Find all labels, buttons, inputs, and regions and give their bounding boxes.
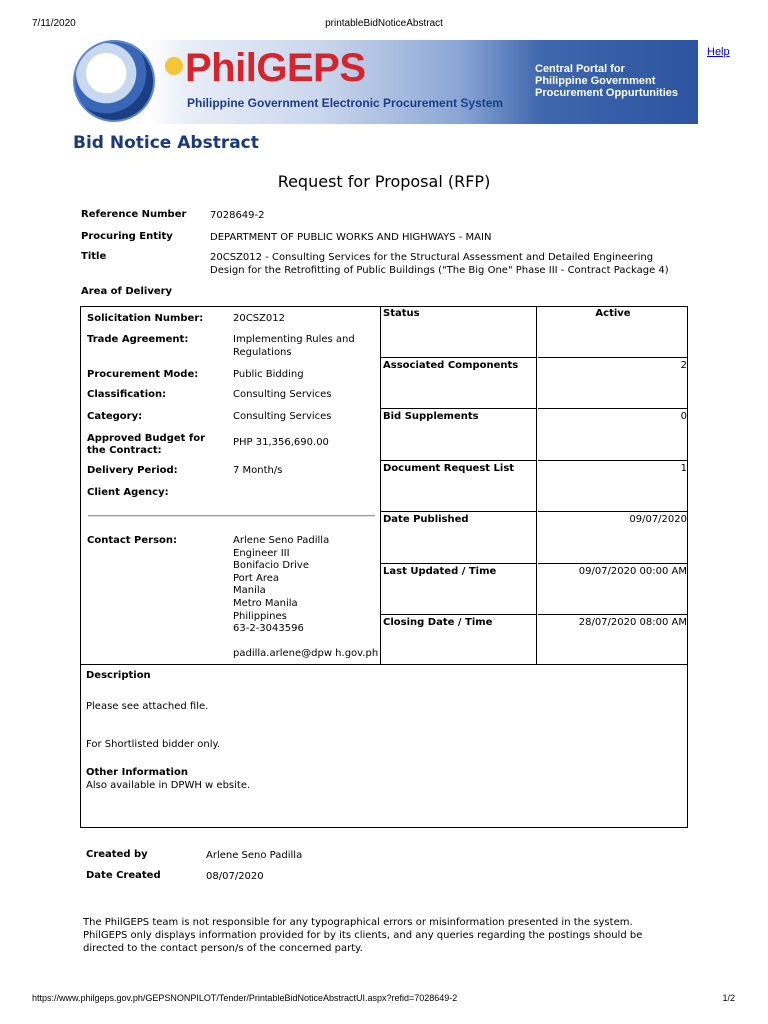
portal-line-2: Philippine Government — [535, 75, 656, 87]
date-created-label: Date Created — [86, 870, 161, 881]
classification-label: Classification: — [87, 389, 167, 400]
area-of-delivery-label: Area of Delivery — [81, 286, 173, 297]
globe-logo-icon — [75, 42, 153, 120]
category-value: Consulting Services — [233, 411, 332, 422]
print-date: 7/11/2020 — [32, 18, 76, 29]
print-page-number: 1/2 — [722, 993, 735, 1003]
reference-number-label: Reference Number — [81, 209, 187, 220]
status-label-cell — [381, 306, 537, 358]
closing-date-label: Closing Date / Time — [383, 617, 493, 628]
description-label: Description — [86, 670, 151, 681]
document-request-list-label: Document Request List — [383, 463, 515, 474]
title-value-line-2: Design for the Retrofitting of Public Buildings ("The Big One" Phase III - Contract Package 4) — [210, 265, 669, 276]
date-published-value: 09/07/2020 — [629, 514, 687, 525]
last-updated-value: 09/07/2020 00:00 AM — [578, 566, 687, 577]
delivery-period-label: Delivery Period: — [87, 465, 178, 476]
classification-value: Consulting Services — [233, 389, 332, 400]
trade-agreement-label: Trade Agreement: — [87, 334, 189, 345]
contact-person-label: Contact Person: — [87, 535, 178, 546]
portal-line-3: Procurement Oppurtunities — [535, 87, 679, 99]
document-request-list-value: 1 — [680, 463, 687, 474]
closing-date-label-cell — [381, 615, 537, 665]
bid-supplements-label-cell — [381, 409, 537, 461]
document-request-list-label-cell — [381, 461, 537, 512]
date-published-label: Date Published — [383, 514, 469, 525]
created-by-value: Arlene Seno Padilla — [206, 850, 303, 861]
bid-supplements-value-cell — [538, 409, 688, 461]
date-published-value-cell — [538, 512, 688, 564]
last-updated-value-cell — [538, 564, 688, 615]
description-line-2: For Shortlisted bidder only. — [86, 739, 221, 750]
procurement-mode-label: Procurement Mode: — [87, 369, 199, 380]
philgeps-banner — [73, 40, 698, 124]
associated-components-value: 2 — [680, 360, 687, 371]
contact-name: Arlene Seno Padilla — [233, 535, 330, 546]
approved-budget-label-line-1: Approved Budget for — [87, 433, 206, 444]
solicitation-number-label: Solicitation Number: — [87, 313, 204, 324]
contact-position: Engineer III — [233, 547, 290, 559]
contact-region: Metro Manila — [233, 598, 298, 609]
document-request-list-value-cell — [538, 461, 688, 512]
help-link[interactable]: Help — [707, 46, 730, 58]
portal-line-1: Central Portal for — [535, 63, 625, 75]
associated-components-label-cell — [381, 358, 537, 409]
solicitation-number-value: 20CSZ012 — [233, 313, 285, 324]
print-url: https://www.philgeps.gov.ph/GEPSNONPILOT/Tender/PrintableBidNoticeAbstractUI.aspx?refid=7028649-2 — [32, 993, 458, 1003]
reference-number-value: 7028649-2 — [210, 210, 265, 221]
contact-country: Philippines — [233, 610, 287, 622]
closing-date-value-cell — [538, 615, 688, 665]
description-line-1: Please see attached file. — [86, 701, 209, 712]
status-value: Active — [595, 308, 631, 319]
last-updated-label-cell — [381, 564, 537, 615]
disclaimer-line-2: PhilGEPS only displays information provided for by its clients, and any queries regarding the postings should be — [83, 930, 643, 941]
category-label: Category: — [87, 411, 143, 422]
status-value-cell — [538, 306, 688, 358]
delivery-period-value: 7 Month/s — [233, 465, 283, 476]
trade-agreement-value-line-1: Implementing Rules and — [233, 334, 355, 345]
closing-date-value: 28/07/2020 08:00 AM — [578, 617, 687, 628]
created-by-label: Created by — [86, 849, 148, 860]
contact-email: padilla.arlene@dpw h.gov.ph — [233, 648, 379, 659]
contact-phone: 63-2-3043596 — [233, 623, 304, 635]
brand-name: PhilGEPS — [185, 46, 366, 90]
contact-area: Port Area — [233, 572, 280, 584]
status-label: Status — [383, 308, 420, 319]
trade-agreement-value-line-2: Regulations — [233, 347, 292, 358]
bid-supplements-value: 0 — [680, 411, 687, 422]
bid-supplements-label: Bid Supplements — [383, 411, 479, 422]
other-information-label: Other Information — [86, 767, 188, 778]
disclaimer — [83, 916, 683, 955]
date-published-label-cell — [381, 512, 537, 564]
print-title: printableBidNoticeAbstract — [325, 18, 443, 29]
sun-icon — [165, 57, 183, 75]
procuring-entity-value: DEPARTMENT OF PUBLIC WORKS AND HIGHWAYS - MAIN — [210, 232, 492, 243]
approved-budget-label-line-2: the Contract: — [87, 445, 162, 456]
title-value-line-1: 20CSZ012 - Consulting Services for the Structural Assessment and Detailed Engineering — [210, 252, 654, 263]
procurement-mode-value: Public Bidding — [233, 369, 304, 380]
contact-city: Manila — [233, 585, 266, 597]
portal-tagline — [535, 63, 678, 99]
title-label: Title — [81, 251, 107, 262]
brand-subtitle: Philippine Government Electronic Procurement System — [187, 96, 504, 110]
date-created-value: 08/07/2020 — [206, 871, 264, 882]
client-agency-label: Client Agency: — [87, 487, 169, 498]
approved-budget-value: PHP 31,356,690.00 — [233, 437, 329, 448]
other-information-text: Also available in DPWH w ebsite. — [86, 780, 251, 791]
left-panel-separator — [88, 515, 375, 517]
document-title: Request for Proposal (RFP) — [277, 172, 491, 191]
disclaimer-line-3: directed to the contact person/s of the concerned party. — [83, 943, 363, 954]
last-updated-label: Last Updated / Time — [383, 566, 497, 577]
procuring-entity-label: Procuring Entity — [81, 231, 173, 242]
disclaimer-line-1: The PhilGEPS team is not responsible for any typographical errors or misinformation presented in the system. — [83, 917, 633, 928]
associated-components-value-cell — [538, 358, 688, 409]
contact-street: Bonifacio Drive — [233, 560, 309, 572]
associated-components-label: Associated Components — [383, 360, 519, 371]
page-heading: Bid Notice Abstract — [73, 133, 259, 153]
